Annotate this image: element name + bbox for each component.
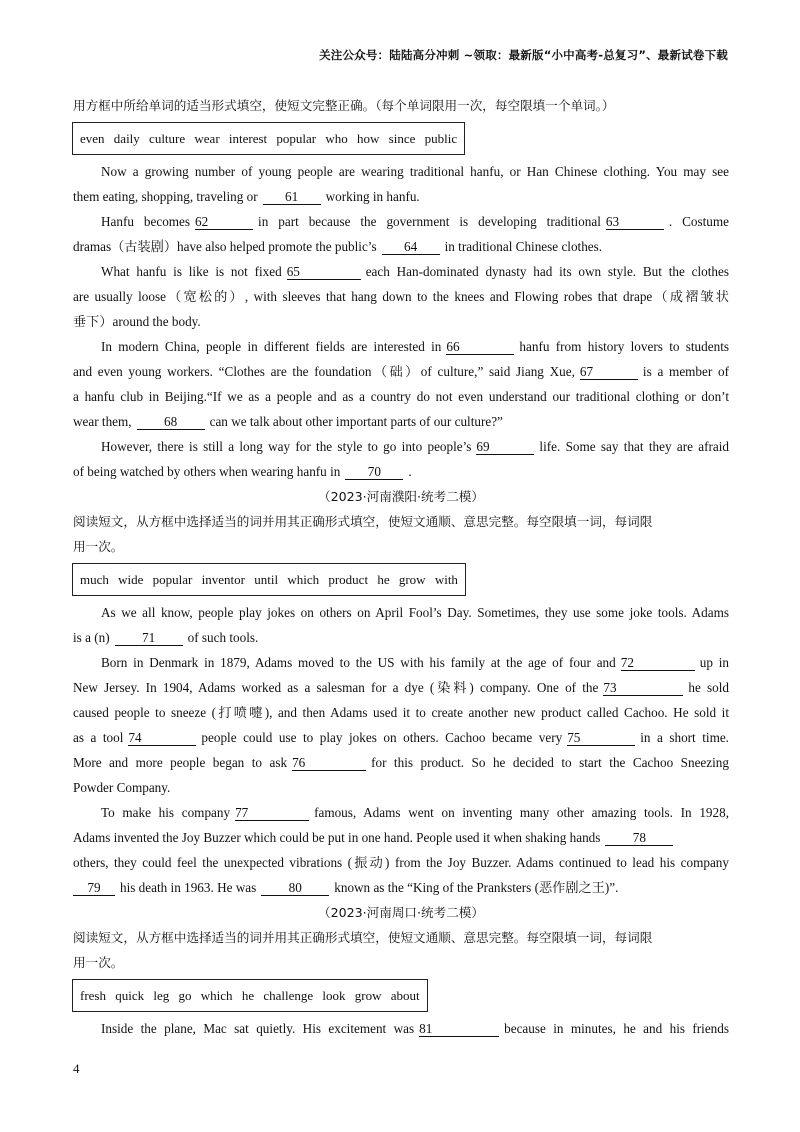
word-box-item: fresh: [80, 988, 106, 1003]
text-span: is a member of: [642, 364, 729, 379]
instruction-2b: 用一次。: [73, 539, 124, 554]
s1-p1-line2: [73, 184, 729, 209]
word-box-2: [72, 563, 466, 596]
blank-62[interactable]: 62: [195, 214, 253, 230]
word-box-item: he: [241, 988, 255, 1003]
text-span: working in hanfu.: [325, 189, 420, 204]
blank-63[interactable]: 63: [606, 214, 664, 230]
s1-p4-line4: [73, 409, 729, 434]
word-box-item: wide: [118, 572, 144, 587]
source-3: （2023·河南周口·统考二模）: [318, 905, 484, 920]
word-box-3: [72, 979, 428, 1012]
text-span: is a (n): [73, 630, 110, 645]
s1-p4-line2: [73, 359, 729, 384]
blank-65[interactable]: 65: [287, 264, 361, 280]
s1-p4-line1: [73, 334, 729, 359]
text-span: . Costume: [668, 214, 730, 229]
word-box-item: even: [80, 131, 105, 146]
blank-70[interactable]: 70: [345, 464, 403, 480]
blank-78[interactable]: 78: [605, 830, 673, 846]
word-box-1: [72, 122, 465, 155]
word-box-item: which: [287, 572, 320, 587]
text-span: he sold: [688, 680, 729, 695]
word-box-item: look: [322, 988, 346, 1003]
word-box-item: quick: [115, 988, 145, 1003]
s2-p3-line2: [73, 825, 729, 850]
word-box-item: which: [200, 988, 233, 1003]
text-span: can we talk about other important parts of our culture?”: [209, 414, 503, 429]
word-box-item: popular: [152, 572, 193, 587]
blank-81[interactable]: 81: [419, 1021, 499, 1037]
word-box-item: since: [388, 131, 416, 146]
text-span: What hanfu is like is not fixed: [101, 264, 282, 279]
text-span: up in: [699, 655, 729, 670]
instruction-1: 用方框中所给单词的适当形式填空，使短文完整正确。（每个单词限用一次，每空限填一个单词。）: [73, 98, 615, 113]
s2-p3-line4: [73, 875, 729, 900]
s1-p2-line2: [73, 234, 729, 259]
word-box-item: daily: [113, 131, 140, 146]
s2-p2-line3: caused people to sneeze (打喷嚏), and then Adams used it to create another new product called Cachoo. He sold it: [73, 705, 729, 720]
text-span: people could use to play jokes on others. Cachoo became very: [201, 730, 563, 745]
blank-69[interactable]: 69: [476, 439, 534, 455]
text-span: To make his company: [101, 805, 231, 820]
word-box-item: he: [377, 572, 390, 587]
blank-75[interactable]: 75: [567, 730, 635, 746]
document-body: [73, 93, 729, 1041]
word-box-item: who: [325, 131, 348, 146]
blank-66[interactable]: 66: [446, 339, 514, 355]
word-box-item: challenge: [263, 988, 314, 1003]
word-box-item: about: [390, 988, 420, 1003]
blank-74[interactable]: 74: [128, 730, 196, 746]
instruction-2a: 阅读短文，从方框中选择适当的词并用其正确形式填空，使短文通顺、意思完整。每空限填一词，每词限: [73, 514, 653, 529]
s1-p3-line2: are usually loose（宽松的）, with sleeves that hang down to the knees and Flowing robes that drape（成褶皱状: [73, 289, 729, 304]
text-span: of being watched by others when wearing hanfu in: [73, 464, 341, 479]
s2-p1-line2: [73, 625, 729, 650]
text-span: dramas（古装剧）have also helped promote the public’s: [73, 239, 377, 254]
blank-73[interactable]: 73: [603, 680, 683, 696]
word-box-item: grow: [354, 988, 382, 1003]
text-span: each Han-dominated dynasty had its own style. But the clothes: [365, 264, 729, 279]
blank-61[interactable]: 61: [263, 189, 321, 205]
word-box-item: interest: [228, 131, 268, 146]
s2-p2-line5: [73, 750, 729, 775]
s1-p5-line1: [73, 434, 729, 459]
text-span: Hanfu becomes: [101, 214, 191, 229]
word-box-item: wear: [194, 131, 220, 146]
text-span: In modern China, people in different fields are interested in: [101, 339, 442, 354]
text-span: in a short time.: [640, 730, 729, 745]
text-span: Adams invented the Joy Buzzer which could be put in one hand. People used it when shaking hands: [73, 830, 601, 845]
text-span: Inside the plane, Mac sat quietly. His excitement was: [101, 1021, 415, 1036]
s1-p3-line1: [73, 259, 729, 284]
s2-p2-line4: [73, 725, 729, 750]
word-box-item: how: [357, 131, 380, 146]
s1-p1-line1: Now a growing number of young people are wearing traditional hanfu, or Han Chinese clothing. You may see: [101, 164, 729, 179]
word-box-item: leg: [153, 988, 170, 1003]
word-box-item: public: [424, 131, 458, 146]
text-span: of such tools.: [187, 630, 259, 645]
s1-p3-line3: 垂下）around the body.: [73, 314, 201, 329]
s1-p2-line1: [73, 209, 729, 234]
text-span: life. Some say that they are afraid: [539, 439, 729, 454]
word-box-item: with: [434, 572, 458, 587]
text-span: because in minutes, he and his friends: [504, 1021, 729, 1036]
s2-p2-line2: [73, 675, 729, 700]
page-number: 4: [73, 1061, 80, 1076]
text-span: hanfu from history lovers to students: [519, 339, 729, 354]
blank-71[interactable]: 71: [115, 630, 183, 646]
s1-p4-line3: a hanfu club in Beijing.“If we as a people and as a country do not even understand our traditional clothing or don’t: [73, 389, 729, 404]
text-span: New Jersey. In 1904, Adams worked as a salesman for a dye (染料) company. One of the: [73, 680, 599, 695]
text-span: famous, Adams went on inventing many other amazing tools. In 1928,: [314, 805, 729, 820]
word-box-item: grow: [398, 572, 426, 587]
text-span: Born in Denmark in 1879, Adams moved to the US with his family at the age of four and: [101, 655, 616, 670]
blank-76[interactable]: 76: [292, 755, 366, 771]
s2-p3-line1: [73, 800, 729, 825]
text-span: them eating, shopping, traveling or: [73, 189, 258, 204]
source-2: （2023·河南濮阳·统考二模）: [318, 489, 484, 504]
s2-p2-line1: [73, 650, 729, 675]
text-span: in traditional Chinese clothes.: [444, 239, 603, 254]
text-span: wear them,: [73, 414, 132, 429]
instruction-3a: 阅读短文，从方框中选择适当的词并用其正确形式填空，使短文通顺、意思完整。每空限填一词，每词限: [73, 930, 653, 945]
text-span: in part because the government is developing traditional: [258, 214, 601, 229]
blank-79[interactable]: 79: [73, 880, 115, 896]
text-span: .: [408, 464, 412, 479]
blank-64[interactable]: 64: [382, 239, 440, 255]
blank-67[interactable]: 67: [580, 364, 638, 380]
word-box-item: until: [254, 572, 279, 587]
text-span: However, there is still a long way for the style to go into people’s: [101, 439, 472, 454]
word-box-item: culture: [149, 131, 186, 146]
s2-p3-line3: others, they could feel the unexpected vibrations (振动) from the Joy Buzzer. Adams continued to lead his company: [73, 855, 729, 870]
text-span: his death in 1963. He was: [120, 880, 257, 895]
word-box-item: product: [328, 572, 369, 587]
word-box-item: inventor: [201, 572, 245, 587]
page-header: 关注公众号：陆陆高分冲刺 ~领取：最新版“小中高考-总复习”、最新试卷下载: [319, 48, 728, 62]
blank-72[interactable]: 72: [621, 655, 695, 671]
blank-80[interactable]: 80: [261, 880, 329, 896]
instruction-3b: 用一次。: [73, 955, 124, 970]
word-box-item: go: [178, 988, 192, 1003]
s1-p5-line2: [73, 459, 729, 484]
blank-77[interactable]: 77: [235, 805, 309, 821]
s2-p2-line6: Powder Company.: [73, 780, 171, 795]
blank-68[interactable]: 68: [137, 414, 205, 430]
text-span: and even young workers. “Clothes are the foundation（础）of culture,” said Jiang Xue,: [73, 364, 575, 379]
text-span: as a tool: [73, 730, 124, 745]
s3-p1-line1: [73, 1016, 729, 1041]
word-box-item: much: [80, 572, 109, 587]
word-box-item: popular: [276, 131, 317, 146]
text-span: for this product. So he decided to start the Cachoo Sneezing: [371, 755, 729, 770]
text-span: known as the “King of the Pranksters (恶作剧之王)”.: [334, 880, 619, 895]
s2-p1-line1: As we all know, people play jokes on others on April Fool’s Day. Sometimes, they use some joke tools. Adams: [101, 605, 729, 620]
text-span: More and more people began to ask: [73, 755, 288, 770]
